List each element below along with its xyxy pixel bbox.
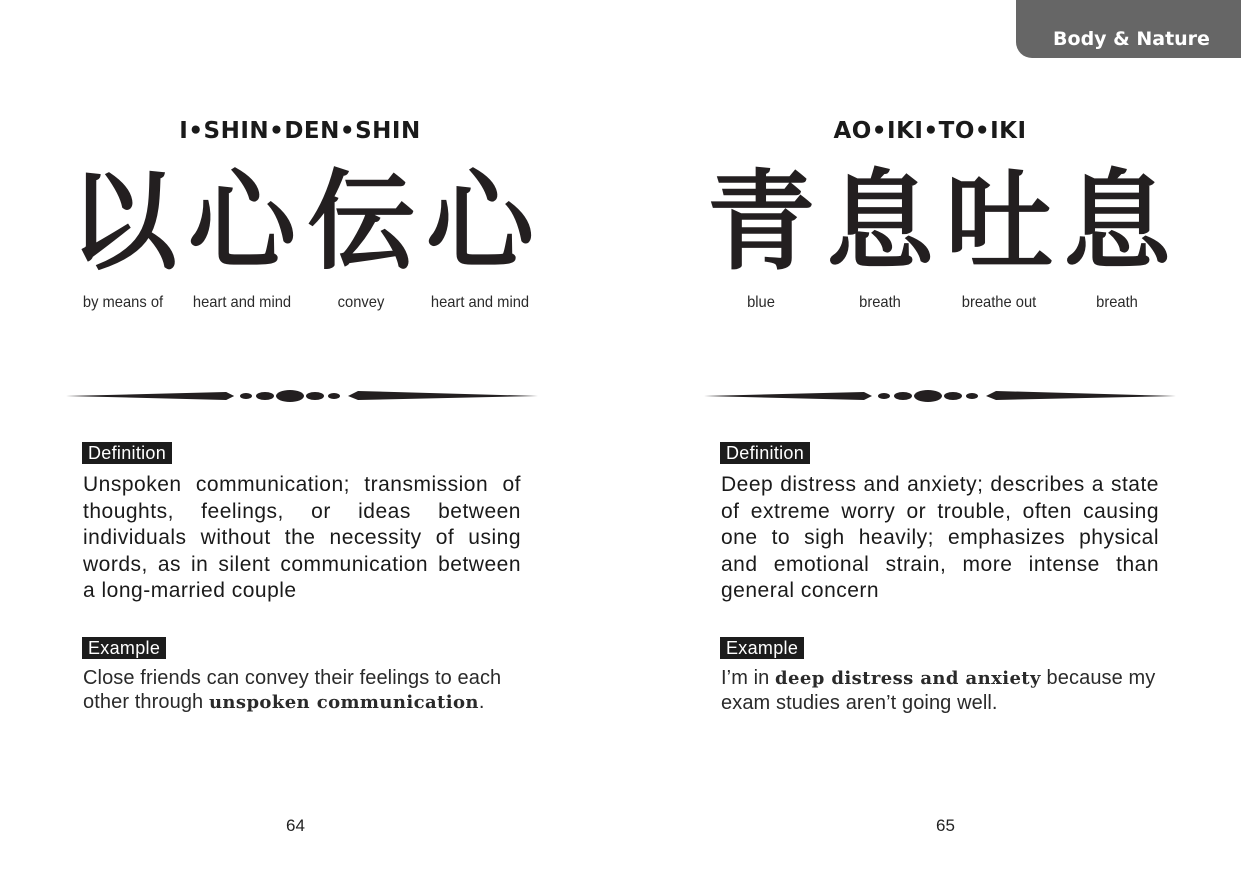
- kanji-gloss: convey: [337, 294, 385, 311]
- kanji-gloss: blue: [747, 294, 775, 311]
- romaji-heading: AO•IKI•TO•IKI: [833, 118, 1027, 144]
- definition-label: Definition: [720, 442, 810, 464]
- definition-text: Unspoken communication; transmission of thoughts, feelings, or ideas between individuals without the necessity of using words, as in silent communication between a long-married couple: [83, 473, 521, 603]
- ornamental-divider: [66, 386, 538, 406]
- definition-text: Deep distress and anxiety; describes a state of extreme worry or trouble, often causing one to sigh heavily; emphasizes physical and emotional strain, more intense than general concern: [721, 473, 1159, 603]
- example-text-part: I’m in: [721, 667, 776, 689]
- kanji-row: [620, 159, 1240, 285]
- example-highlight: deep distress and anxiety: [775, 668, 1041, 689]
- section-tab: Body & Nature: [1016, 0, 1241, 58]
- definition-label: Definition: [82, 442, 172, 464]
- example-label: Example: [82, 637, 166, 659]
- kanji-character: 息: [1062, 159, 1171, 285]
- romaji-heading: I•SHIN•DEN•SHIN: [179, 118, 421, 144]
- kanji-character: 青: [706, 159, 815, 285]
- ornamental-divider: [704, 386, 1176, 406]
- page-number: 65: [936, 816, 955, 835]
- example-text-part: Close friends can convey their feelings to each other through: [83, 667, 502, 713]
- kanji-character: 心: [425, 159, 534, 285]
- kanji-row: [0, 159, 620, 285]
- example-text: [721, 666, 1159, 715]
- kanji-gloss: breath: [1096, 294, 1138, 311]
- kanji-character: 以: [68, 159, 177, 285]
- right-page: [620, 0, 1240, 875]
- example-text: [83, 666, 521, 715]
- example-text-part: because my exam studies aren’t going well.: [721, 667, 1156, 714]
- kanji-gloss: heart and mind: [430, 294, 530, 311]
- kanji-gloss: by means of: [82, 294, 164, 311]
- kanji-character: 息: [825, 159, 934, 285]
- example-text-part: .: [478, 691, 485, 713]
- example-highlight: unspoken communication: [208, 692, 479, 713]
- page-number: 64: [286, 816, 305, 835]
- example-label: Example: [720, 637, 804, 659]
- kanji-gloss: breathe out: [961, 294, 1037, 311]
- kanji-character: 吐: [944, 159, 1053, 285]
- kanji-gloss: heart and mind: [192, 294, 292, 311]
- kanji-character: 心: [187, 159, 296, 285]
- left-page: [0, 0, 620, 875]
- kanji-gloss: breath: [859, 294, 901, 311]
- kanji-character: 伝: [306, 159, 415, 285]
